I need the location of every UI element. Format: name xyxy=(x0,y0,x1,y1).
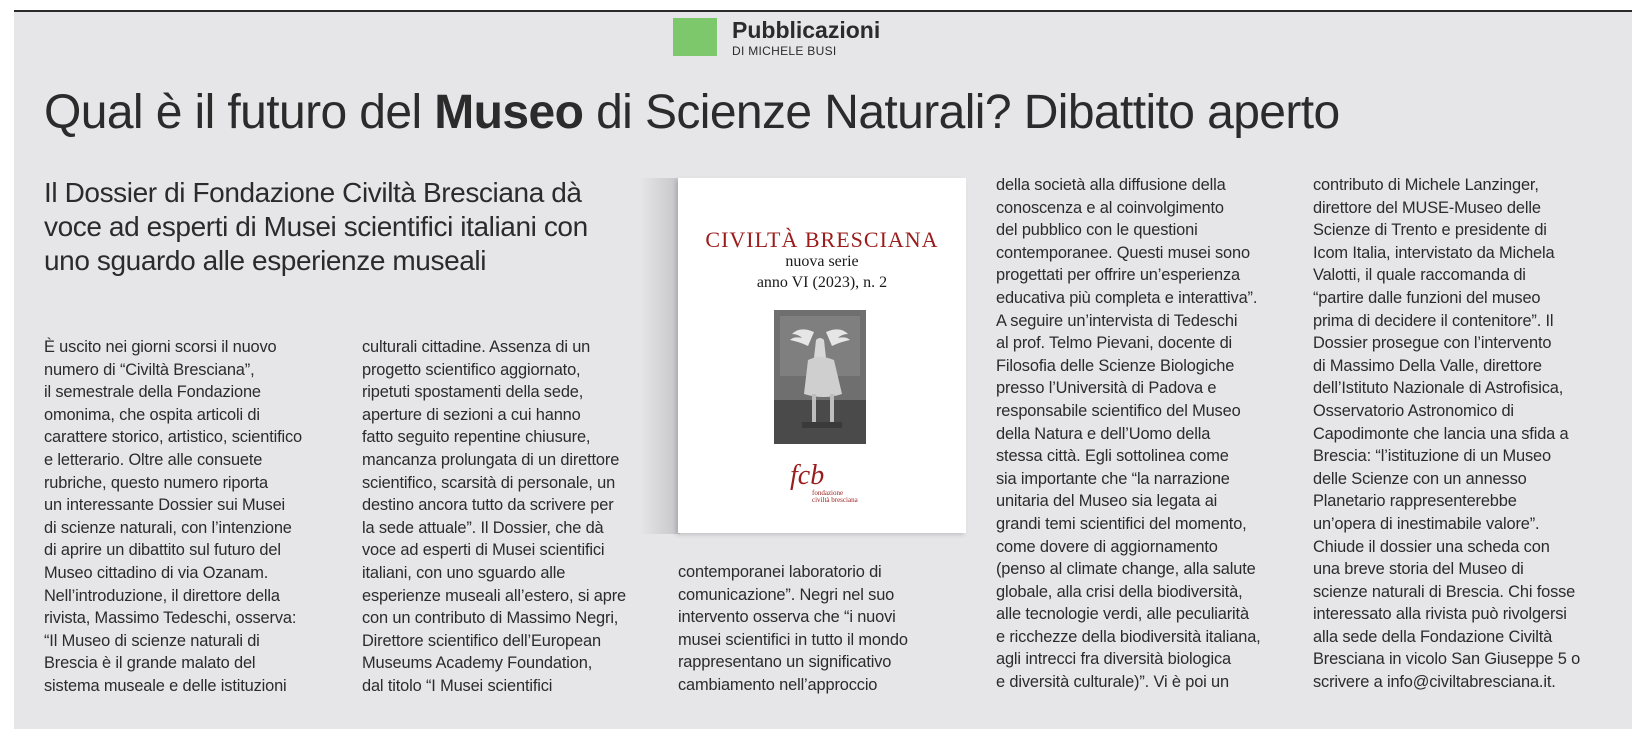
cover-logo-mark: fcb xyxy=(790,460,825,491)
headline-part-2: di Scienze Naturali? Dibattito aperto xyxy=(583,86,1340,139)
moose-illustration xyxy=(774,310,866,444)
cover-title: CIVILTÀ BRESCIANA xyxy=(705,227,939,252)
article-column-5: contributo di Michele Lanzinger, direttore del MUSE-Museo delle Scienze di Trento e presidente di Icom Italia, intervistato da Michela Valotti, il quale raccomanda di “partire dalle funzioni del museo prima di decidere il contenitore”. Il Dossier prosegue con l’intervento di Massimo Della Valle, direttore dell’Istituto Nazionale di Astrofisica, Osservatorio Astronomico di Capodimonte che lancia una sfida a Brescia: “l’istituzione di un Museo delle Scienze con un annesso Planetario rappresenterebbe un’opera di inestimabile valore”. Chiude il dossier una scheda con una breve storia del Museo di scienze naturali di Brescia. Chi fosse interessato alla rivista può rivolgersi alla sede della Fondazione Civiltà Bresciana in vicolo San Giuseppe 5 o scrivere a info@civiltabresciana.it. xyxy=(1313,176,1581,692)
article-column-2: culturali cittadine. Assenza di un progetto scientifico aggiornato, ripetuti spostamenti della sede, aperture di sezioni a cui hanno fatto seguito repentine chiusure, mancanza prolungata di un direttore scientifico, scarsità di personale, un destino ancora tutto da scrivere per la sede attuale”. Il Dossier, che dà voce ad esperti di Musei scientifici italiani, con uno sguardo alle esperienze museali all’estero, si apre con un contributo di Massimo Negri, Direttore scientifico dell’European Museums Academy Foundation, dal titolo “I Musei scientifici xyxy=(362,338,626,695)
rubric-author: DI MICHELE BUSI xyxy=(732,44,837,58)
article-column-3: contemporanei laboratorio di comunicazione”. Negri nel suo intervento osserva che “i nuovi musei scientifici in tutto il mondo rappresentano un significativo cambiamento nell’approccio xyxy=(678,563,908,694)
article-column-4: della società alla diffusione della conoscenza e al coinvolgimento del pubblico con le questioni contemporanee. Questi musei sono progettati per offrire un’esperienza educativa più completa e interattiva”. A seguire un’intervista di Tedeschi al prof. Telmo Pievani, docente di Filosofia delle Scienze Biologiche presso l’Università di Padova e responsabile scientifico del Museo della Natura e dell’Uomo della stessa città. Egli sottolinea come sia importante che “la narrazione unitaria del Museo sia legata ai grandi temi scientifici del momento, come dovere di aggiornamento (penso al climate change, alla salute globale, alla crisi della biodiversità, alle tecnologie verdi, alle peculiarità e ricchezze della biodiversità italiana, agli intrecci fra diversità biologica e diversità culturale)”. Vi è poi un xyxy=(996,176,1261,692)
headline-bold: Museo xyxy=(434,86,584,139)
cover-logo xyxy=(790,460,870,510)
rubric-title: Pubblicazioni xyxy=(732,17,881,43)
cover-logo-subtitle: fondazione civiltà bresciana xyxy=(812,489,858,504)
article-column-1: È uscito nei giorni scorsi il nuovo numero di “Civiltà Bresciana”, il semestrale della Fondazione omonima, che ospita articoli di carattere storico, artistico, scientifico e letterario. Oltre alle consuete rubriche, questo numero riporta un interessante Dossier sui Musei di scienze naturali, con l’intenzione di aprire un dibattito sul futuro del Museo cittadino di via Ozanam. Nell’introduzione, il direttore della rivista, Massimo Tedeschi, osserva: “Il Museo di scienze naturali di Brescia è il grande malato del sistema museale e delle istituzioni xyxy=(44,338,303,695)
headline-part-1: Qual è il futuro del xyxy=(44,86,435,139)
subtitle: Il Dossier di Fondazione Civiltà Bresciana dà voce ad esperti di Musei scientifici italiani con uno sguardo alle esperienze museali xyxy=(44,177,588,276)
cover-issue: anno VI (2023), n. 2 xyxy=(756,274,888,291)
cover-photo-moose xyxy=(774,310,866,444)
headline xyxy=(44,84,1624,142)
cover-series: nuova serie xyxy=(785,253,859,270)
magazine-cover xyxy=(678,178,966,533)
cover-shadow xyxy=(640,178,680,534)
rubric-color-box xyxy=(673,18,717,56)
